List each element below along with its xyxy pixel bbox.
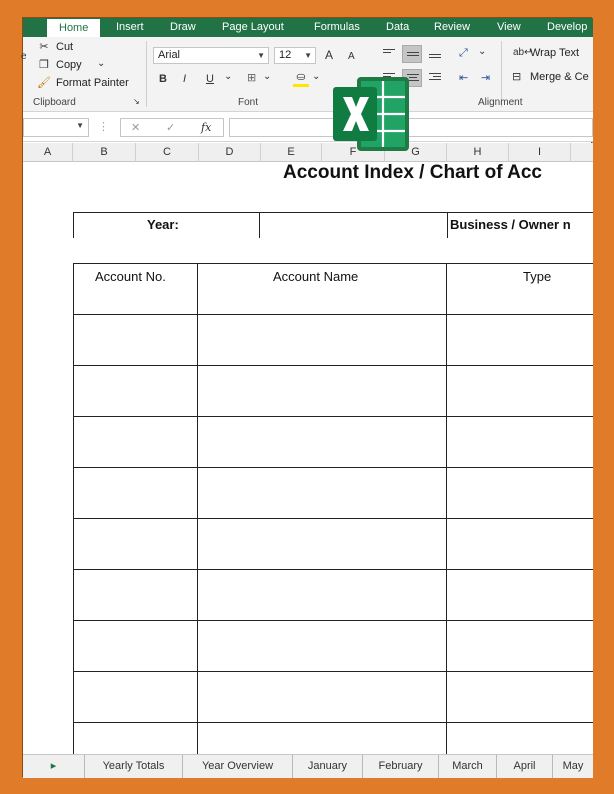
alignment-group-label: Alignment — [478, 97, 523, 108]
column-header-g[interactable]: G — [385, 143, 447, 162]
sheet-scroll-right-icon[interactable]: ▸ — [23, 755, 85, 778]
column-header-i[interactable]: I — [509, 143, 571, 162]
year-label: Year: — [147, 217, 179, 232]
align-right-button[interactable] — [425, 69, 445, 87]
table-border — [73, 620, 593, 621]
table-border — [73, 569, 593, 570]
sheet-tab-year-overview[interactable]: Year Overview — [183, 755, 293, 778]
table-border — [73, 365, 593, 366]
tab-home[interactable]: Home — [47, 18, 100, 37]
excel-window — [22, 17, 592, 777]
clipboard-launcher-icon[interactable]: ↘ — [133, 97, 140, 106]
cut-button[interactable]: Cut — [56, 41, 74, 53]
tab-page-layout[interactable]: Page Layout — [222, 21, 284, 33]
sheet-tab-may[interactable]: May — [562, 760, 584, 772]
shrink-font-button[interactable]: A — [348, 51, 355, 62]
table-border — [73, 263, 74, 754]
scissors-icon[interactable]: ✂ — [39, 41, 49, 53]
merge-center-button[interactable]: Merge & Ce — [530, 71, 589, 83]
excel-logo — [333, 73, 411, 155]
borders-icon[interactable]: ⊞ — [247, 72, 257, 84]
copy-button[interactable]: Copy — [56, 59, 82, 71]
table-border — [73, 518, 593, 519]
year-row-border — [73, 212, 74, 238]
format-painter-button[interactable]: Format Painter — [56, 77, 129, 89]
copy-icon[interactable]: ❐ — [39, 59, 49, 71]
tab-formulas[interactable]: Formulas — [314, 21, 360, 33]
cancel-icon[interactable]: ✕ — [131, 122, 141, 134]
column-header-b[interactable]: B — [73, 143, 136, 162]
chevron-down-icon[interactable]: ▼ — [76, 121, 84, 130]
sheet-tab-march[interactable]: March — [439, 755, 497, 778]
tab-review[interactable]: Review — [434, 21, 471, 33]
increase-indent-icon[interactable]: ⇥ — [481, 72, 491, 84]
sheet-tab-bar — [23, 754, 593, 778]
fill-color-icon[interactable]: ⛀ — [296, 71, 306, 83]
name-box[interactable] — [23, 118, 89, 137]
clipboard-group-label: Clipboard — [33, 97, 76, 108]
sheet-tab-yearly-totals[interactable]: Yearly Totals — [85, 755, 183, 778]
sheet-title: Account Index / Chart of Acc — [283, 162, 542, 183]
align-middle-icon — [407, 52, 419, 58]
font-size-value: 12 — [279, 49, 292, 61]
font-group-label: Font — [238, 97, 259, 108]
insert-function-button[interactable]: fx — [201, 121, 212, 134]
column-header-e[interactable]: E — [261, 143, 322, 162]
year-row-top-border — [73, 212, 593, 213]
borders-dropdown-icon[interactable]: ⌄ — [263, 71, 272, 82]
table-border — [73, 722, 593, 723]
tab-view[interactable]: View — [497, 21, 521, 33]
column-header-c[interactable]: C — [136, 143, 199, 162]
table-border — [73, 314, 593, 315]
fill-color-swatch — [293, 84, 309, 87]
paste-partial-label: e — [21, 51, 27, 62]
business-owner-label: Business / Owner n — [450, 217, 571, 232]
formula-bar — [23, 112, 593, 142]
more-options-icon[interactable]: ⋮ — [98, 121, 109, 133]
align-bottom-icon — [429, 54, 441, 60]
sheet-tab-january[interactable]: January — [293, 755, 363, 778]
align-top-button[interactable] — [379, 45, 399, 63]
underline-button[interactable]: U — [206, 73, 214, 85]
fill-color-dropdown-icon[interactable]: ⌄ — [312, 71, 321, 82]
column-headers — [23, 143, 593, 162]
underline-dropdown-icon[interactable]: ⌄ — [224, 71, 233, 82]
tab-data[interactable]: Data — [386, 21, 410, 33]
header-account-name: Account Name — [273, 269, 359, 284]
header-type: Type — [523, 269, 552, 284]
formula-input[interactable] — [229, 118, 593, 137]
header-account-no: Account No. — [95, 269, 166, 284]
enter-icon[interactable]: ✓ — [166, 122, 176, 134]
font-size-select[interactable] — [274, 47, 316, 64]
align-top-icon — [383, 49, 395, 55]
bold-button[interactable]: B — [159, 73, 167, 85]
table-border — [73, 467, 593, 468]
font-name-select[interactable] — [153, 47, 269, 64]
table-border — [73, 416, 593, 417]
table-border — [73, 263, 593, 264]
font-name-value: Arial — [158, 49, 181, 61]
chevron-down-icon: ▼ — [257, 51, 265, 60]
paintbrush-icon[interactable]: 🖌 — [37, 77, 51, 89]
column-header-f[interactable]: F — [322, 143, 385, 162]
align-right-icon — [429, 73, 441, 82]
tab-insert[interactable]: Insert — [116, 21, 144, 33]
ribbon-tab-bar — [23, 18, 593, 37]
align-middle-button[interactable] — [402, 45, 422, 63]
merge-center-icon: ⊟ — [512, 71, 522, 83]
copy-dropdown-icon[interactable]: ⌄ — [97, 58, 106, 69]
worksheet[interactable] — [23, 162, 593, 754]
orientation-dropdown-icon[interactable]: ⌄ — [478, 46, 487, 57]
tab-developer[interactable]: Develop — [547, 21, 588, 33]
chevron-down-icon: ▼ — [304, 51, 312, 60]
sheet-tab-april[interactable]: April — [497, 755, 553, 778]
italic-button[interactable]: I — [183, 73, 187, 85]
table-border — [197, 263, 198, 754]
column-header-d[interactable]: D — [199, 143, 261, 162]
sheet-tab-february[interactable]: February — [363, 755, 439, 778]
column-header-a[interactable]: A — [23, 143, 73, 162]
orientation-icon[interactable]: ⤢ — [459, 47, 468, 59]
tab-draw[interactable]: Draw — [170, 21, 196, 33]
wrap-text-icon: ab↵ — [513, 47, 533, 58]
year-row-border — [259, 212, 260, 238]
ribbon-divider — [146, 41, 147, 107]
align-bottom-button[interactable] — [425, 45, 445, 63]
wrap-text-button[interactable]: Wrap Text — [530, 47, 580, 59]
table-border — [446, 263, 447, 754]
table-border — [73, 671, 593, 672]
ribbon — [23, 37, 593, 112]
year-row-border — [447, 212, 448, 238]
decrease-indent-icon[interactable]: ⇤ — [459, 72, 469, 84]
formula-buttons — [120, 118, 224, 137]
column-header-h[interactable]: H — [447, 143, 509, 162]
grow-font-button[interactable]: A — [325, 48, 334, 62]
